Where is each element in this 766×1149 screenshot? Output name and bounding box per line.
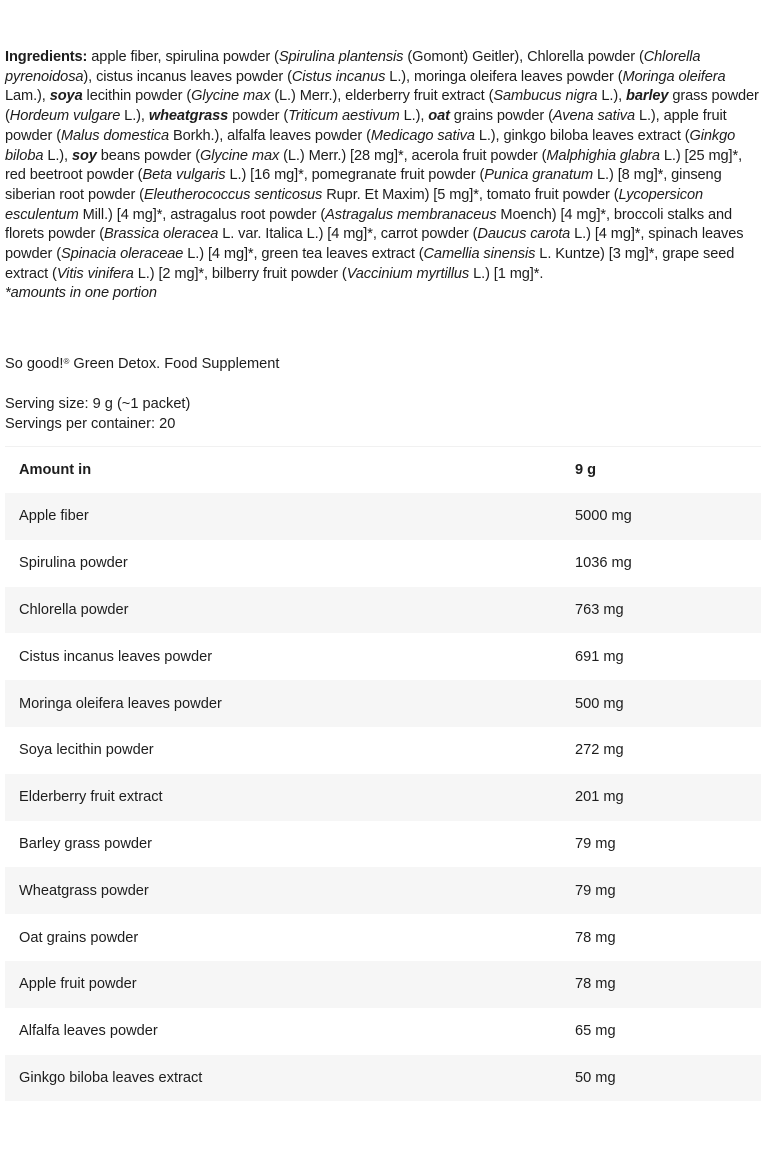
allergen: barley [626,88,669,105]
latin-name: Eleutherococcus senticosus [143,186,323,203]
ingredient-name: Chlorella powder [19,601,129,618]
ingredient-text: L.) [2 mg]*, bilberry fruit powder ( [133,265,347,282]
latin-name: Lycopersicon esculentum [5,186,703,223]
ingredient-text: L.) [8 mg]*, ginseng siberian root powder ( [5,167,722,203]
ingredient-name: Cistus incanus leaves powder [19,648,213,665]
ingredient-text: Borkh.), alfalfa leaves powder ( [168,127,371,144]
allergen: soya [49,88,83,105]
latin-name: Camellia sinensis [423,246,536,263]
table-row [5,727,761,774]
latin-name: Vitis vinifera [56,265,134,282]
ingredient-amount: 691 mg [575,648,624,665]
ingredient-text: Rupr. Et Maxim) [5 mg]*, tomato fruit powder ( [322,186,619,203]
ingredient-text: beans powder ( [96,147,200,164]
table-row [5,587,761,634]
latin-name: Malus domestica [60,127,169,144]
latin-name: Beta vulgaris [142,167,226,184]
table-row [5,540,761,587]
latin-name: Glycine max [191,88,271,105]
table-row [5,867,761,914]
latin-name: Moringa oleifera [622,68,726,85]
ingredient-text: lecithin powder ( [82,88,192,105]
ingredient-amount: 79 mg [575,882,616,899]
latin-name: Vaccinium myrtillus [346,265,470,282]
table-row [5,633,761,680]
ingredient-name: Soya lecithin powder [19,742,154,759]
ingredients-label: Ingredients: [5,49,88,65]
latin-name: Malphighia glabra [546,147,660,164]
ingredient-text: L.), apple fruit powder ( [5,108,727,144]
ingredient-text: L. Kuntze) [3 mg]*, grape seed extract ( [5,246,735,282]
ingredient-name: Apple fiber [19,508,89,525]
latin-name: Cistus incanus [291,68,386,85]
ingredient-name: Moringa oleifera leaves powder [19,695,222,712]
latin-name: Daucus carota [477,226,571,243]
table-row [5,1008,761,1055]
allergen: oat [428,108,450,125]
ingredients-paragraph [5,48,763,304]
table-row [5,1055,761,1102]
ingredient-text: L.), [120,108,149,125]
table-row [5,961,761,1008]
ingredient-name: Elderberry fruit extract [19,789,163,806]
ingredient-text: L.) [4 mg]*, spinach leaves powder ( [5,226,744,263]
latin-name: Medicago sativa [370,127,475,144]
nutrition-table [5,446,761,1101]
latin-name: Sambucus nigra [493,88,598,105]
ingredient-amount: 201 mg [575,789,624,806]
ingredient-text: (Gomont) Geitler), Chlorella powder ( [403,49,644,65]
ingredients-text [5,49,759,282]
ingredient-text: L.), ginkgo biloba leaves extract ( [474,127,690,144]
brand-name: So good! [5,356,64,372]
ingredient-text: apple fiber, spirulina powder ( [87,49,279,65]
ingredient-amount: 272 mg [575,742,624,759]
ingredient-name: Apple fruit powder [19,976,137,993]
table-row [5,493,761,540]
ingredient-text: L.), [399,108,429,125]
ingredient-name: Ginkgo biloba leaves extract [19,1069,203,1086]
ingredient-amount: 65 mg [575,1023,616,1040]
ingredient-amount: 50 mg [575,1069,616,1086]
servings-per-container: Servings per container: 20 [5,415,176,432]
ingredient-name: Wheatgrass powder [19,882,149,899]
ingredient-text: Mill.) [4 mg]*, astragalus root powder ( [78,206,326,223]
ingredient-text: L.) [1 mg]*. [469,265,544,282]
serving-size: Serving size: 9 g (~1 packet) [5,396,191,412]
ingredient-name: Oat grains powder [19,929,139,946]
ingredient-text: grains powder ( [449,108,553,125]
latin-name: Glycine max [199,147,280,164]
ingredient-amount: 500 mg [575,695,624,712]
registered-mark: ® [63,357,70,366]
ingredient-amount: 5000 mg [575,508,632,525]
latin-name: Avena sativa [552,108,635,125]
latin-name: Hordeum vulgare [9,108,121,125]
ingredient-text: powder ( [228,108,289,125]
ingredient-text: L.) [4 mg]*, green tea leaves extract ( [183,246,424,263]
ingredient-text: L.), [597,88,627,105]
latin-name: Triticum aestivum [288,108,400,125]
allergen: wheatgrass [148,108,229,125]
ingredient-text: (L.) Merr.), elderberry fruit extract ( [270,88,494,105]
latin-name: Punica granatum [484,167,594,184]
ingredient-text: L.) [16 mg]*, pomegranate fruit powder ( [225,167,485,184]
latin-name: Spinacia oleraceae [60,246,184,263]
ingredient-amount: 763 mg [575,601,624,618]
latin-name: Astragalus membranaceus [325,206,497,223]
ingredient-amount: 79 mg [575,835,616,852]
latin-name: Brassica oleracea [103,226,219,243]
ingredient-text: Moench) [4 mg]*, broccoli stalks and florets powder ( [5,206,733,243]
ingredient-name: Barley grass powder [19,835,153,852]
ingredient-amount: 78 mg [575,976,616,993]
ingredient-name: Spirulina powder [19,555,128,572]
ingredient-text: L. var. Italica L.) [4 mg]*, carrot powder ( [218,226,478,243]
ingredient-amount: 1036 mg [575,555,632,572]
ingredient-text: L.) [25 mg]*, red beetroot powder ( [5,147,743,184]
ingredient-text: grass powder ( [5,88,759,125]
product-name [5,356,279,372]
table-row [5,774,761,821]
table-row [5,914,761,961]
ingredient-text: ), cistus incanus leaves powder ( [83,68,292,85]
latin-name: Ginkgo biloba [5,127,736,164]
table-header [5,447,761,493]
latin-name: Spirulina plantensis [278,49,404,65]
ingredient-text: Lam.), [5,88,50,105]
table-row [5,680,761,727]
header-value: 9 g [575,462,597,478]
ingredient-name: Alfalfa leaves powder [19,1023,158,1040]
allergen: soy [71,147,97,164]
table-row [5,821,761,868]
ingredient-amount: 78 mg [575,929,616,946]
header-name: Amount in [19,462,92,478]
ingredient-text: L.), [43,147,72,164]
ingredient-text: L.), moringa oleifera leaves powder ( [385,68,623,85]
serving-info [5,395,190,434]
ingredients-footnote: *amounts in one portion [5,285,157,302]
latin-name: Chlorella pyrenoidosa [5,49,701,85]
ingredient-text: (L.) Merr.) [28 mg]*, acerola fruit powder ( [279,147,547,164]
product-title: Green Detox. Food Supplement [69,356,280,372]
